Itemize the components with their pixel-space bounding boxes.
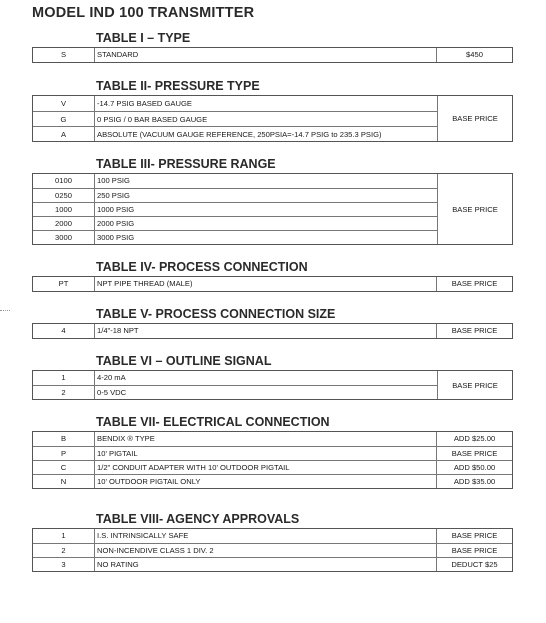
option-code: 2000 — [33, 217, 95, 230]
table-connection-size — [32, 323, 513, 339]
option-description: 2000 PSIG — [97, 219, 135, 228]
option-description: 1/2" CONDUIT ADAPTER WITH 10' OUTDOOR PIGTAIL — [95, 461, 437, 474]
option-description: ABSOLUTE (VACUUM GAUGE REFERENCE, 250PSIA=-14.7 PSIG to 235.3 PSIG) — [97, 130, 382, 139]
option-code: 3000 — [33, 231, 95, 244]
group-price: BASE PRICE — [452, 380, 498, 390]
option-description: 100 PSIG — [97, 176, 130, 185]
table-title: TABLE VI – OUTLINE SIGNAL — [96, 354, 272, 368]
table-row — [33, 543, 512, 557]
table-title: TABLE II- PRESSURE TYPE — [96, 79, 260, 93]
option-description: NO RATING — [95, 558, 437, 571]
table-electrical-connection — [32, 431, 513, 489]
option-code: S — [33, 48, 95, 62]
option-description: 1/4"-18 NPT — [95, 324, 437, 338]
table-row — [33, 48, 512, 62]
option-code: 0250 — [33, 189, 95, 202]
option-description: 1000 PSIG — [97, 205, 135, 214]
table-row — [33, 371, 437, 385]
group-price: BASE PRICE — [452, 204, 498, 214]
option-code: 1000 — [33, 203, 95, 216]
option-code: 2 — [33, 386, 95, 399]
option-code: V — [33, 96, 95, 111]
option-description: I.S. INTRINSICALLY SAFE — [95, 529, 437, 543]
option-code: 2 — [33, 544, 95, 557]
table-row — [33, 474, 512, 488]
option-code: G — [33, 112, 95, 126]
option-description: BENDIX ® TYPE — [95, 432, 437, 446]
table-title: TABLE VIII- AGENCY APPROVALS — [96, 512, 300, 526]
option-code: N — [33, 475, 95, 488]
table-row — [33, 126, 437, 141]
table-agency-approvals — [32, 528, 513, 572]
option-description: -14.7 PSIG BASED GAUGE — [97, 99, 192, 108]
option-code: C — [33, 461, 95, 474]
group-price: BASE PRICE — [452, 114, 498, 123]
option-code: A — [33, 127, 95, 141]
option-code: PT — [33, 277, 95, 291]
option-description: 10' PIGTAIL — [95, 447, 437, 460]
option-code: 1 — [33, 371, 95, 385]
option-description: 4-20 mA — [97, 373, 126, 382]
option-code: 0100 — [33, 174, 95, 188]
option-description: 10' OUTDOOR PIGTAIL ONLY — [95, 475, 437, 488]
option-price: BASE PRICE — [451, 449, 498, 458]
table-outline-signal — [32, 370, 513, 400]
table-title: TABLE V- PROCESS CONNECTION SIZE — [96, 307, 336, 321]
scan-mark — [0, 310, 10, 312]
table-type — [32, 47, 513, 63]
table-row — [33, 111, 437, 126]
table-title: TABLE III- PRESSURE RANGE — [96, 157, 276, 171]
table-row — [33, 460, 512, 474]
table-row — [33, 188, 437, 202]
option-price: $450 — [466, 50, 483, 59]
option-price: BASE PRICE — [451, 326, 498, 335]
option-code: 1 — [33, 529, 95, 543]
table-title: TABLE IV- PROCESS CONNECTION — [96, 260, 308, 274]
table-row — [33, 230, 437, 244]
document-title: MODEL IND 100 TRANSMITTER — [32, 5, 255, 21]
option-price: BASE PRICE — [451, 279, 498, 288]
option-description: 0 PSIG / 0 BAR BASED GAUGE — [97, 115, 208, 124]
option-price: ADD $25.00 — [453, 434, 496, 443]
option-description: 3000 PSIG — [97, 233, 135, 242]
table-row — [33, 216, 437, 230]
table-pressure-type — [32, 95, 513, 142]
option-description: NON-INCENDIVE CLASS 1 DIV. 2 — [95, 544, 437, 557]
option-code: P — [33, 447, 95, 460]
table-process-connection — [32, 276, 513, 292]
option-price: ADD $35.00 — [453, 477, 496, 486]
option-price: DEDUCT $25 — [451, 560, 498, 569]
option-code: 4 — [33, 324, 95, 338]
option-description: STANDARD — [95, 48, 437, 62]
table-row — [33, 202, 437, 216]
table-title: TABLE VII- ELECTRICAL CONNECTION — [96, 415, 330, 429]
table-row — [33, 385, 437, 399]
table-row — [33, 557, 512, 571]
table-row — [33, 277, 512, 291]
table-row — [33, 432, 512, 446]
table-row — [33, 446, 512, 460]
option-price: BASE PRICE — [451, 546, 498, 555]
table-row — [33, 529, 512, 543]
table-title: TABLE I – TYPE — [96, 31, 191, 45]
option-price: BASE PRICE — [451, 531, 498, 540]
option-description: 0-5 VDC — [97, 388, 127, 397]
table-row — [33, 324, 512, 338]
table-pressure-range — [32, 173, 513, 245]
option-code: 3 — [33, 558, 95, 571]
table-row — [33, 96, 437, 111]
table-row — [33, 174, 437, 188]
option-code: B — [33, 432, 95, 446]
option-description: 250 PSIG — [97, 191, 130, 200]
option-description: NPT PIPE THREAD (MALE) — [95, 277, 437, 291]
option-price: ADD $50.00 — [453, 463, 496, 472]
